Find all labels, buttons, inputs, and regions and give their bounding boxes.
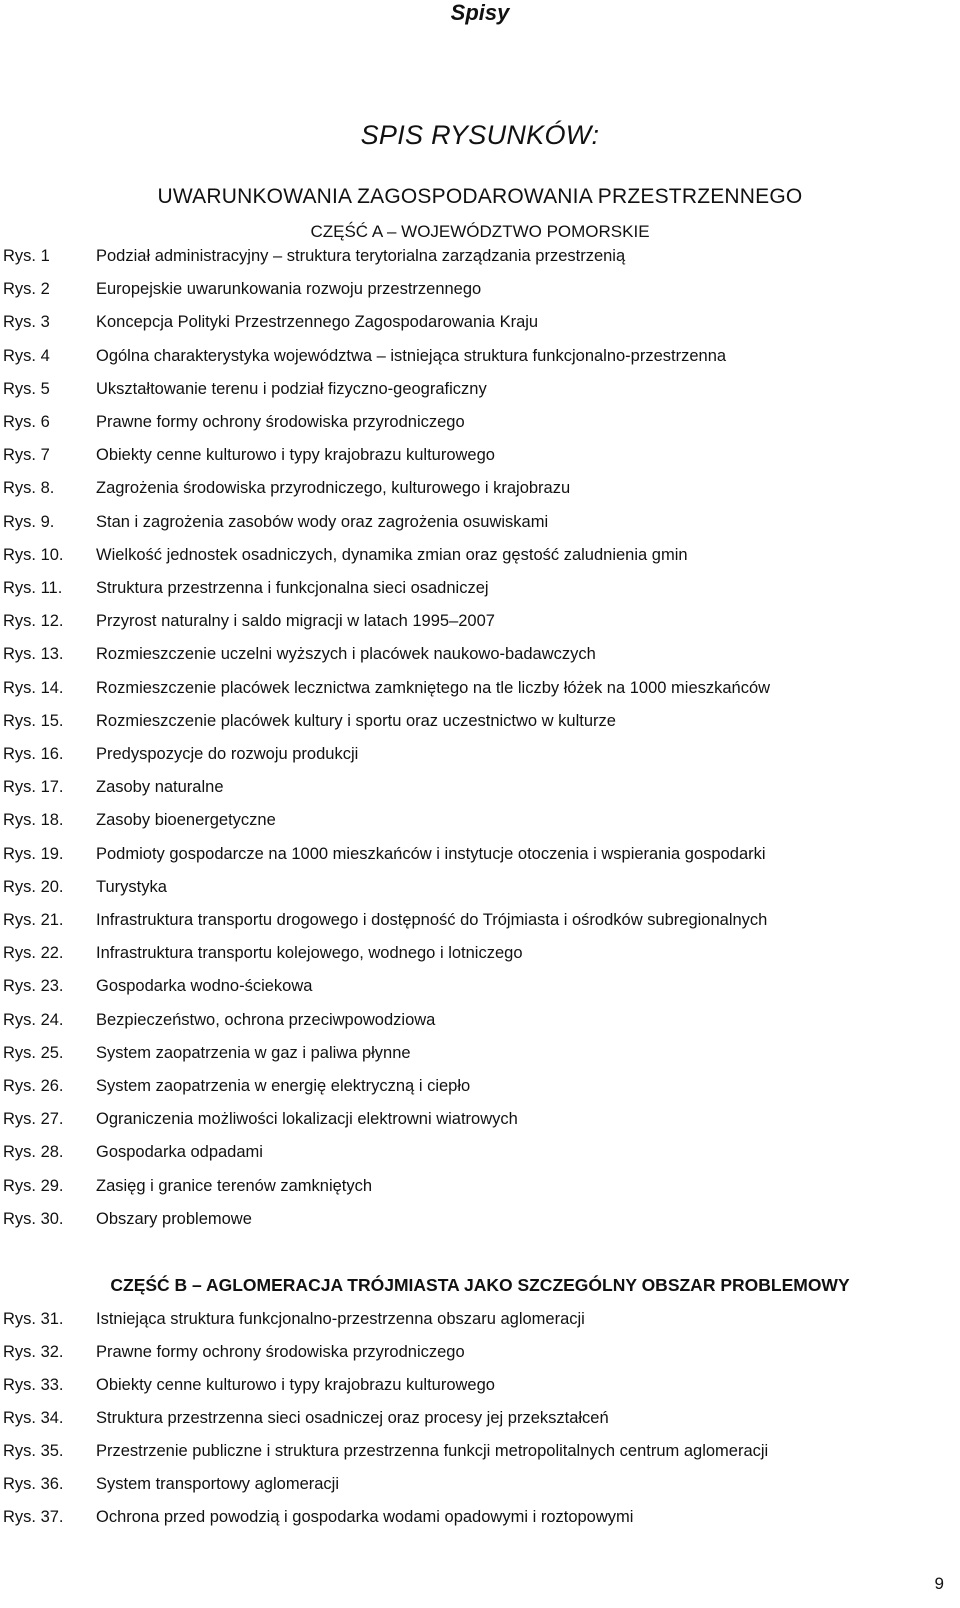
figure-list-item [0,380,960,404]
figure-list-item [0,1044,960,1068]
figure-number: Rys. 1 [3,247,50,265]
figure-title: Prawne formy ochrony środowiska przyrodniczego [96,413,465,431]
figure-list-item [0,977,960,1001]
figure-list-item [0,280,960,304]
figure-number: Rys. 9. [3,512,55,531]
figure-title: Stan i zagrożenia zasobów wody oraz zagrożenia osuwiskami [96,512,549,531]
figure-title: Rozmieszczenie placówek kultury i sportu oraz uczestnictwo w kulturze [96,711,616,730]
figure-list-item [0,446,960,470]
figure-title: Przestrzenie publiczne i struktura przestrzenna funkcji metropolitalnych centrum aglomeracji [96,1442,769,1460]
figure-list-item [0,1077,960,1101]
figure-number: Rys. 13. [3,645,64,664]
figure-number: Rys. 6 [3,413,50,431]
figure-list-item [0,1475,960,1499]
figure-title: Podmioty gospodarcze na 1000 mieszkańców i instytucje otoczenia i wspierania gospodarki [96,844,766,863]
figure-title: Gospodarka wodno-ściekowa [96,977,313,996]
part-a-heading: CZĘŚĆ A – WOJEWÓDZTWO POMORSKIE [310,222,650,241]
figure-title: Obiekty cenne kulturowo i typy krajobrazu kulturowego [96,1376,495,1394]
figure-title: Europejskie uwarunkowania rozwoju przestrzennego [96,280,482,299]
figure-list-item [0,413,960,437]
figure-list-item [0,944,960,968]
figure-list-item [0,878,960,902]
figure-title: Struktura przestrzenna sieci osadniczej oraz procesy jej przekształceń [96,1409,609,1427]
figure-number: Rys. 29. [3,1176,64,1195]
figure-title: Istniejąca struktura funkcjonalno-przestrzenna obszaru aglomeracji [96,1310,585,1328]
figure-list-item [0,579,960,603]
figure-title: Gospodarka odpadami [96,1143,263,1162]
figure-number: Rys. 18. [3,811,64,830]
figure-number: Rys. 14. [3,678,64,697]
figure-number: Rys. 31. [3,1310,64,1328]
figure-title: Koncepcja Polityki Przestrzennego Zagospodarowania Kraju [96,313,539,332]
figure-list-item [0,778,960,802]
figure-list-item [0,1409,960,1433]
figure-number: Rys. 11. [3,579,63,597]
figure-number: Rys. 17. [3,778,64,797]
figure-number: Rys. 21. [3,911,64,929]
figure-number: Rys. 37. [3,1508,64,1526]
figure-title: System zaopatrzenia w energię elektryczną i ciepło [96,1077,471,1095]
figure-title: System zaopatrzenia w gaz i paliwa płynne [96,1043,411,1062]
figure-number: Rys. 27. [3,1110,64,1129]
figure-title: Prawne formy ochrony środowiska przyrodniczego [96,1343,465,1361]
figure-title: Zagrożenia środowiska przyrodniczego, kulturowego i krajobrazu [96,479,571,498]
figure-number: Rys. 24. [3,1010,64,1029]
figure-list-item [0,1442,960,1466]
figure-list-item [0,845,960,869]
figure-list-item [0,1210,960,1234]
figure-list-item [0,1343,960,1367]
figure-title: Podział administracyjny – struktura terytorialna zarządzania przestrzenią [96,247,626,265]
figure-list-item [0,546,960,570]
figure-list-item [0,1310,960,1334]
main-heading: UWARUNKOWANIA ZAGOSPODAROWANIA PRZESTRZENNEGO [157,185,803,208]
figure-number: Rys. 22. [3,944,64,963]
figure-list-item [0,513,960,537]
figure-title: Obiekty cenne kulturowo i typy krajobrazu kulturowego [96,446,495,465]
figure-number: Rys. 28. [3,1143,64,1162]
figure-number: Rys. 34. [3,1409,64,1427]
figure-number: Rys. 20. [3,877,64,896]
figure-number: Rys. 35. [3,1442,64,1460]
figure-title: Ogólna charakterystyka województwa – istniejąca struktura funkcjonalno-przestrzenna [96,346,727,365]
figure-list-item [0,612,960,636]
figure-list-item [0,645,960,669]
figure-title: Obszary problemowe [96,1209,252,1228]
figure-title: Ograniczenia możliwości lokalizacji elektrowni wiatrowych [96,1110,518,1129]
figure-title: Rozmieszczenie uczelni wyższych i placówek naukowo-badawczych [96,645,596,664]
figure-list-item [0,811,960,835]
figure-title: Zasoby naturalne [96,778,224,797]
figure-number: Rys. 26. [3,1077,64,1095]
page-number: 9 [934,1574,944,1593]
figure-number: Rys. 2 [3,280,50,299]
figure-list-item [0,1110,960,1134]
figure-title: Zasoby bioenergetyczne [96,811,276,830]
figure-list-item [0,1508,960,1532]
figure-number: Rys. 30. [3,1209,64,1228]
figure-list-item [0,712,960,736]
figure-number: Rys. 5 [3,379,50,398]
figure-title: Bezpieczeństwo, ochrona przeciwpowodziowa [96,1010,436,1029]
figure-list-item [0,247,960,271]
figure-list-item [0,679,960,703]
figure-number: Rys. 10. [3,545,64,564]
figure-title: System transportowy aglomeracji [96,1475,340,1493]
figure-title: Struktura przestrzenna i funkcjonalna sieci osadniczej [96,579,489,597]
figure-number: Rys. 36. [3,1475,64,1493]
figure-list-item [0,347,960,371]
figure-list-item [0,1177,960,1201]
figure-number: Rys. 8. [3,479,55,498]
figure-title: Ochrona przed powodzią i gospodarka wodami opadowymi i roztopowymi [96,1508,634,1526]
document-title: SPIS RYSUNKÓW: [360,120,600,150]
figure-list-item [0,1143,960,1167]
figure-list-item [0,745,960,769]
figure-number: Rys. 23. [3,977,64,996]
figure-list-item [0,911,960,935]
part-b-heading: CZĘŚĆ B – AGLOMERACJA TRÓJMIASTA JAKO SZCZEGÓLNY OBSZAR PROBLEMOWY [110,1275,850,1295]
figure-number: Rys. 32. [3,1343,64,1361]
figure-title: Rozmieszczenie placówek lecznictwa zamkniętego na tle liczby łóżek na 1000 mieszkańców [96,678,771,697]
figure-title: Turystyka [96,877,167,896]
figure-title: Ukształtowanie terenu i podział fizyczno-geograficzny [96,379,487,398]
figure-title: Wielkość jednostek osadniczych, dynamika zmian oraz gęstość zaludnienia gmin [96,545,688,564]
figure-list-item [0,1011,960,1035]
figure-list-item [0,479,960,503]
figure-number: Rys. 25. [3,1043,64,1062]
figure-number: Rys. 12. [3,612,64,631]
figure-number: Rys. 3 [3,313,50,332]
figure-number: Rys. 7 [3,446,50,465]
figure-number: Rys. 4 [3,346,50,365]
figure-number: Rys. 33. [3,1376,64,1394]
figure-title: Zasięg i granice terenów zamkniętych [96,1176,373,1195]
figure-number: Rys. 19. [3,844,64,863]
figure-title: Infrastruktura transportu drogowego i dostępność do Trójmiasta i ośrodków subregionalnych [96,911,768,929]
figure-number: Rys. 15. [3,711,64,730]
figure-title: Przyrost naturalny i saldo migracji w latach 1995–2007 [96,612,495,631]
figure-list-item [0,1376,960,1400]
figure-title: Predyspozycje do rozwoju produkcji [96,745,359,763]
figure-list-item [0,313,960,337]
figure-number: Rys. 16. [3,745,64,763]
figure-title: Infrastruktura transportu kolejowego, wodnego i lotniczego [96,944,523,963]
section-header-label: Spisy [450,0,510,25]
